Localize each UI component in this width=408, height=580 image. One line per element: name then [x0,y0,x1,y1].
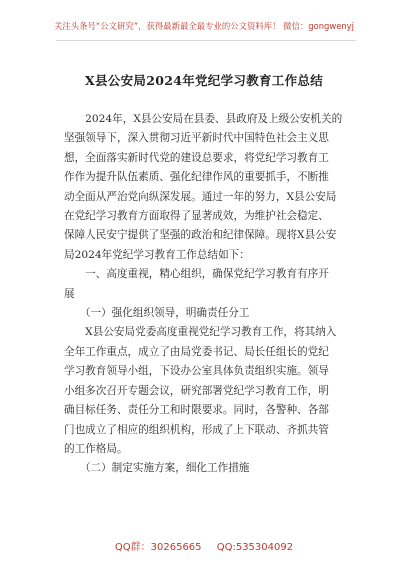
subsection-heading: （一）强化组织领导，明确责任分工 [64,307,250,320]
section-heading: 一、高度重视，精心组织，确保党纪学习教育有序开 [64,268,329,281]
header-divider [56,40,356,41]
footer-contact [0,538,408,553]
body-line: 确目标任务、责任分工和时限要求。同时，各警种、各部 [64,404,329,417]
body-line: 想，全面落实新时代党的建设总要求，将党纪学习教育工 [64,151,329,164]
body-line: 学习教育领导小组，下设办公室具体负责组织实施。领导 [64,365,329,378]
body-line: 在党纪学习教育方面取得了显著成效，为维护社会稳定、 [64,210,329,223]
subsection-heading: （二）制定实施方案，细化工作措施 [64,462,250,475]
footer-qq-group: QQ群：30265665 [114,542,202,553]
body-line: 作作为提升队伍素质、强化纪律作风的重要抓手，不断推 [64,171,329,184]
footer-qq-number: QQ:535304092 [216,542,294,553]
body-line: 小组多次召开专题会议，研究部署党纪学习教育工作，明 [64,384,329,397]
document-title: X县公安局2024年党纪学习教育工作总结 [85,73,323,88]
body-line: 2024年，X县公安局在县委、县政府及上级公安机关的 [64,113,343,125]
body-line: 局2024年党纪学习教育工作总结如下： [64,248,250,261]
body-line: 的工作格局。 [64,442,128,455]
body-line: 坚强领导下，深入贯彻习近平新时代中国特色社会主义思 [64,132,329,145]
body-line: 门也成立了相应的组织机构，形成了上下联动、齐抓共管 [64,423,329,436]
body-line: 保障人民安宁提供了坚强的政治和纪律保障。现将X县公安 [64,229,337,242]
document-body [64,110,350,479]
header-banner: 关注头条号“公文研究”，获得最新最全最专业的公文资料库！ 微信：gongwenyj [54,21,354,31]
section-heading: 展 [64,287,75,300]
body-line: 动全面从严治党向纵深发展。通过一年的努力，X县公安局 [64,190,337,203]
body-line: 全年工作重点，成立了由局党委书记、局长任组长的党纪 [64,345,329,358]
body-line: X县公安局党委高度重视党纪学习教育工作，将其纳入 [64,326,337,339]
